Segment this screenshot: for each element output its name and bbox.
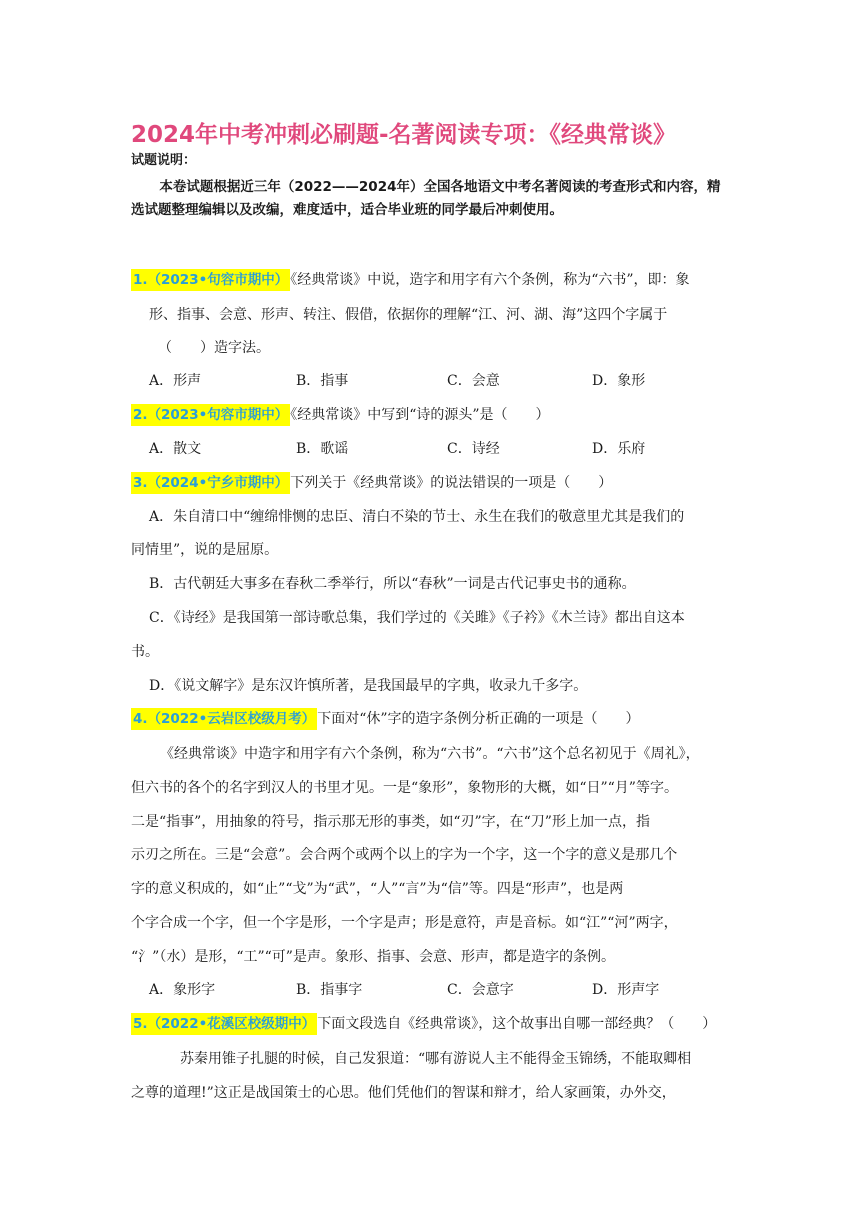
question-1-stem-line-1: 《经典常谈》中说，造字和用字有六个条例，称为“六书”，即：象	[290, 272, 690, 288]
question-3-choice-c-line-2: 书。	[131, 644, 159, 660]
question-4-tag: 4.（2022•云岩区校级月考）	[131, 708, 317, 730]
question-4-passage-line-2: 但六书的各个的名字到汉人的书里才见。一是“象形”，象物形的大概，如“日”“月”等字。	[131, 780, 678, 796]
question-4-option-b: B．指事字	[296, 982, 363, 998]
question-3-choice-b: B．古代朝廷大事多在春秋二季举行，所以“春秋”一词是古代记事史书的通称。	[149, 576, 636, 592]
question-4-passage-line-4: 示刃之所在。三是“会意”。会合两个或两个以上的字为一个字，这一个字的意义是那几个	[131, 847, 678, 863]
question-2-stem: 《经典常谈》中写到“诗的源头”是（ ）	[290, 407, 550, 423]
question-5-tag: 5.（2022•花溪区校级期中）	[131, 1013, 317, 1035]
question-1-option-a: A．形声	[149, 373, 202, 389]
note-label: 试题说明：	[131, 153, 197, 168]
question-2-option-c: C．诗经	[447, 441, 500, 457]
question-2-option-b: B．歌谣	[296, 441, 349, 457]
question-3-choice-d: D．《说文解字》是东汉许慎所著，是我国最早的字典，收录九千多字。	[149, 678, 588, 694]
question-4-passage-line-1: 《经典常谈》中造字和用字有六个条例，称为“六书”。“六书”这个总名初见于《周礼》，	[160, 746, 700, 762]
question-4-header	[131, 709, 640, 729]
question-4-passage-line-6: 个字合成一个字，但一个字是形，一个字是声；形是意符，声是音标。如“江”“河”两字，	[131, 915, 678, 931]
question-1-header	[131, 270, 690, 290]
question-4-passage-line-7: “氵”（水）是形，“工”“可”是声。象形、指事、会意、形声，都是造字的条例。	[131, 949, 615, 965]
question-3-stem: 下列关于《经典常谈》的说法错误的一项是（ ）	[290, 475, 613, 491]
question-5-passage-line-1: 苏秦用锥子扎腿的时候，自己发狠道：“哪有游说人主不能得金玉锦绣，不能取卿相	[180, 1051, 692, 1067]
question-4-passage-line-5: 字的意义积成的，如“止”“戈”为“武”，“人”“言”为“信”等。四是“形声”，也是两	[131, 881, 624, 897]
question-1-option-d: D．象形	[592, 373, 646, 389]
question-1-option-c: C．会意	[447, 373, 500, 389]
question-1-option-b: B．指事	[296, 373, 349, 389]
document-title: 2024年中考冲刺必刷题-名著阅读专项：《经典常谈》	[131, 122, 677, 148]
question-4-passage-line-3: 二是“指事”，用抽象的符号，指示那无形的事类，如“刃”字，在“刀”形上加一点，指	[131, 814, 650, 830]
question-4-option-c: C．会意字	[447, 982, 514, 998]
question-1-stem-line-2: 形、指事、会意、形声、转注、假借，依据你的理解“江、河、湖、海”这四个字属于	[149, 307, 668, 323]
question-5-stem: 下面文段选自《经典常谈》，这个故事出自哪一部经典？（ ）	[317, 1016, 717, 1032]
question-3-tag: 3.（2024•宁乡市期中）	[131, 472, 290, 494]
question-3-choice-a-line-2: 同情里”，说的是屈原。	[131, 542, 279, 558]
question-2-header	[131, 405, 550, 425]
question-3-choice-a-line-1: A．朱自清口中“缠绵悱恻的忠臣、清白不染的节士、永生在我们的敬意里尤其是我们的	[149, 509, 685, 525]
question-1-stem-line-3: （ ）造字法。	[158, 340, 270, 356]
note-text: 本卷试题根据近三年（2022——2024年）全国各地语文中考名著阅读的考查形式和内容，精选试题整理编辑以及改编，难度适中，适合毕业班的同学最后冲刺使用。	[131, 179, 721, 218]
question-4-option-d: D．形声字	[592, 982, 660, 998]
question-2-option-a: A．散文	[149, 441, 202, 457]
question-5-header	[131, 1014, 716, 1034]
question-3-choice-c-line-1: C．《诗经》是我国第一部诗歌总集，我们学过的《关雎》《子衿》《木兰诗》都出自这本	[149, 610, 685, 626]
question-1-tag: 1.（2023•句容市期中）	[131, 269, 290, 291]
question-5-passage-line-2: 之尊的道理!”这正是战国策士的心思。他们凭他们的智谋和辩才，给人家画策，办外交，	[131, 1085, 676, 1101]
question-2-option-d: D．乐府	[592, 441, 646, 457]
question-3-header	[131, 473, 612, 493]
question-4-option-a: A．象形字	[149, 982, 216, 998]
question-2-tag: 2.（2023•句容市期中）	[131, 404, 290, 426]
question-4-stem: 下面对“休”字的造字条例分析正确的一项是（ ）	[317, 711, 640, 727]
